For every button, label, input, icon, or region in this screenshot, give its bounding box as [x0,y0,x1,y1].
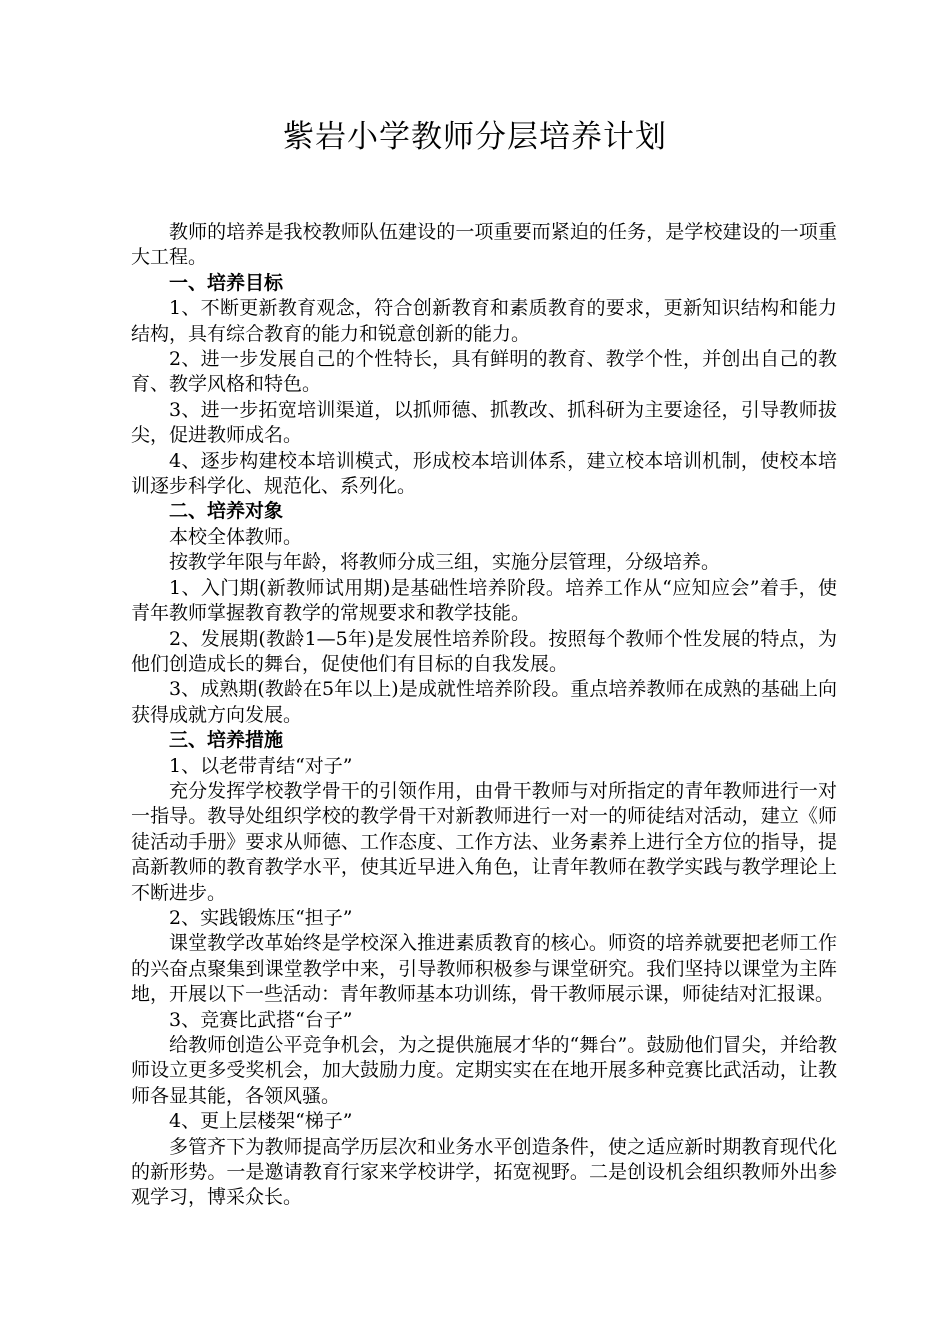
measure-subheading-4: 4、更上层楼架“梯子” [169,1110,353,1133]
goal-item-3: 3、进一步拓宽培训渠道，以抓师德、抓教改、抓科研为主要途径，引导教师拔尖，促进教师成名。 [131,398,837,447]
target-item-2: 按教学年限与年龄，将教师分成三组，实施分层管理，分级培养。 [169,551,721,574]
document-title: 紫岩小学教师分层培养计划 [283,119,667,155]
target-item-4: 2、发展期(教龄1—5年)是发展性培养阶段。按照每个教师个性发展的特点，为他们创造成长的舞台，促使他们有目标的自我发展。 [131,627,837,675]
target-item-3: 1、入门期(新教师试用期)是基础性培养阶段。培养工作从“应知应会”着手，使青年教师掌握教育教学的常规要求和教学技能。 [131,576,837,625]
section-heading-measures: 三、培养措施 [169,729,284,752]
measure-paragraph-3: 给教师创造公平竞争机会，为之提供施展才华的“舞台”。鼓励他们冒尖，并给教师设立更多受奖机会，加大鼓励力度。定期实实在在地开展多种竞赛比武活动，让教师各显其能，各领风骚。 [131,1034,837,1107]
section-heading-goals: 一、培养目标 [169,271,284,294]
target-item-5: 3、成熟期(教龄在5年以上)是成就性培养阶段。重点培养教师在成熟的基础上向获得成就方向发展。 [131,678,837,726]
measure-subheading-1: 1、以老带青结“对子” [169,754,353,777]
measure-paragraph-1: 充分发挥学校教学骨干的引领作用，由骨干教师与对所指定的青年教师进行一对一指导。教导处组织学校的教学骨干对新教师进行一对一的师徒结对活动，建立《师徒活动手册》要求从师德、工作态度、工作方法、业务素养上进行全方位的指导，提高新教师的教育教学水平，使其近早进入角色，让青年教师在教学实践与教学理论上不断进步。 [131,779,837,904]
goal-item-2: 2、进一步发展自己的个性特长，具有鲜明的教育、教学个性，并创出自己的教育、教学风格和特色。 [131,348,837,396]
goal-item-4: 4、逐步构建校本培训模式，形成校本培训体系，建立校本培训机制，使校本培训逐步科学化、规范化、系列化。 [131,449,837,498]
document-body [131,220,837,1211]
section-heading-targets: 二、培养对象 [169,500,284,523]
measure-subheading-3: 3、竞赛比武搭“台子” [169,1008,353,1031]
goal-item-1: 1、不断更新教育观念，符合创新教育和素质教育的要求，更新知识结构和能力结构，具有综合教育的能力和锐意创新的能力。 [131,297,837,345]
intro-paragraph: 教师的培养是我校教师队伍建设的一项重要而紧迫的任务，是学校建设的一项重大工程。 [131,221,837,269]
measure-paragraph-4: 多管齐下为教师提高学历层次和业务水平创造条件，使之适应新时期教育现代化的新形势。一是邀请教育行家来学校讲学，拓宽视野。二是创设机会组织教师外出参观学习，博采众长。 [131,1135,837,1209]
target-item-1: 本校全体教师。 [169,525,303,548]
measure-subheading-2: 2、实践锻炼压“担子” [169,906,353,929]
measure-paragraph-2: 课堂教学改革始终是学校深入推进素质教育的核心。师资的培养就要把老师工作的兴奋点聚集到课堂教学中来，引导教师积极参与课堂研究。我们坚持以课堂为主阵地，开展以下一些活动：青年教师基本功训练，骨干教师展示课，师徒结对汇报课。 [131,932,837,1006]
